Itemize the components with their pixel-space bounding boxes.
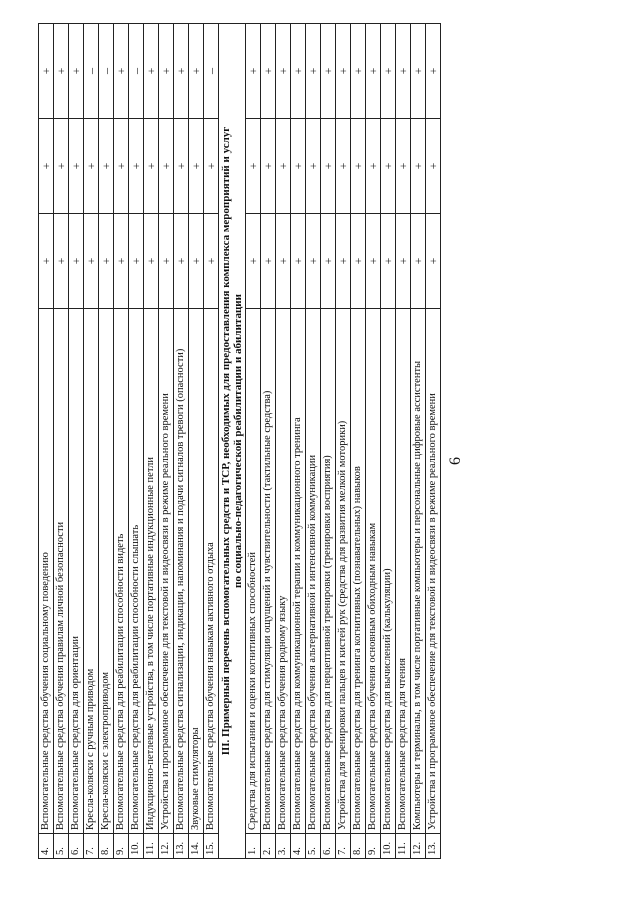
row-number: 11. — [396, 834, 411, 859]
mark-col3: + — [54, 24, 69, 119]
mark-col1: + — [69, 214, 84, 309]
row-number: 12. — [411, 834, 426, 859]
table-row — [246, 24, 261, 859]
mark-col2: + — [69, 119, 84, 214]
table-row — [336, 24, 351, 859]
row-number: 6. — [69, 834, 84, 859]
row-name: Вспомогательные средства для стимуляции ощущений и чувствительности (тактильные средства) — [261, 309, 276, 834]
mark-col3: + — [351, 24, 366, 119]
mark-col1: + — [426, 214, 441, 309]
row-name: Вспомогательные средства для вычислений (калькуляции) — [381, 309, 396, 834]
row-number: 3. — [276, 834, 291, 859]
mark-col2: + — [84, 119, 99, 214]
row-number: 4. — [291, 834, 306, 859]
mark-col3: + — [306, 24, 321, 119]
mark-col3: + — [114, 24, 129, 119]
table-body — [39, 24, 441, 859]
row-name: Вспомогательные средства обучения основным обиходным навыкам — [366, 309, 381, 834]
row-name: Вспомогательные средства для тренинга когнитивных (познавательных) навыков — [351, 309, 366, 834]
row-name: Кресла-коляски с электроприводом — [99, 309, 114, 834]
row-number: 7. — [84, 834, 99, 859]
mark-col1: + — [204, 214, 219, 309]
section-heading — [219, 24, 246, 859]
row-name: Средства для испытания и оценки когнитивных способностей — [246, 309, 261, 834]
row-name: Вспомогательные средства для коммуникационной терапии и коммуникационного тренинга — [291, 309, 306, 834]
mark-col2: + — [306, 119, 321, 214]
mark-col3: + — [261, 24, 276, 119]
mark-col1: + — [396, 214, 411, 309]
row-number: 10. — [129, 834, 144, 859]
row-number: 8. — [351, 834, 366, 859]
mark-col3: + — [189, 24, 204, 119]
mark-col3: + — [39, 24, 54, 119]
table-row — [189, 24, 204, 859]
row-name: Устройства и программное обеспечение для текстовой и видеосвязи в режиме реального времени — [426, 309, 441, 834]
row-number: 4. — [39, 834, 54, 859]
table-row — [261, 24, 276, 859]
row-number: 6. — [321, 834, 336, 859]
row-number: 9. — [114, 834, 129, 859]
mark-col1: + — [321, 214, 336, 309]
row-name: Вспомогательные средства обучения социальному поведению — [39, 309, 54, 834]
row-number: 13. — [426, 834, 441, 859]
table-row — [276, 24, 291, 859]
table-row — [144, 24, 159, 859]
mark-col3: + — [426, 24, 441, 119]
row-number: 12. — [159, 834, 174, 859]
row-number: 7. — [336, 834, 351, 859]
mark-col2: + — [321, 119, 336, 214]
table-row — [321, 24, 336, 859]
mark-col3: + — [69, 24, 84, 119]
mark-col3: – — [129, 24, 144, 119]
mark-col3: + — [396, 24, 411, 119]
mark-col3: – — [204, 24, 219, 119]
mark-col1: + — [144, 214, 159, 309]
mark-col2: + — [396, 119, 411, 214]
table-row — [39, 24, 54, 859]
row-number: 9. — [366, 834, 381, 859]
mark-col1: + — [129, 214, 144, 309]
row-name: Вспомогательные средства обучения родному языку — [276, 309, 291, 834]
mark-col1: + — [174, 214, 189, 309]
mark-col1: + — [351, 214, 366, 309]
mark-col3: + — [291, 24, 306, 119]
mark-col3: + — [411, 24, 426, 119]
table-row — [174, 24, 189, 859]
mark-col2: + — [276, 119, 291, 214]
mark-col2: + — [54, 119, 69, 214]
mark-col1: + — [411, 214, 426, 309]
row-number: 5. — [306, 834, 321, 859]
mark-col3: – — [84, 24, 99, 119]
equipment-table — [38, 23, 441, 859]
row-number: 8. — [99, 834, 114, 859]
mark-col1: + — [291, 214, 306, 309]
table-row — [426, 24, 441, 859]
mark-col2: + — [381, 119, 396, 214]
mark-col3: + — [381, 24, 396, 119]
mark-col2: + — [426, 119, 441, 214]
mark-col1: + — [306, 214, 321, 309]
mark-col1: + — [336, 214, 351, 309]
row-name: Вспомогательные средства для чтения — [396, 309, 411, 834]
row-name: Кресла-коляски с ручным приводом — [84, 309, 99, 834]
mark-col2: + — [351, 119, 366, 214]
mark-col2: + — [174, 119, 189, 214]
mark-col3: + — [366, 24, 381, 119]
row-number: 5. — [54, 834, 69, 859]
row-number: 15. — [204, 834, 219, 859]
mark-col2: + — [261, 119, 276, 214]
row-name: Вспомогательные средства обучения навыкам активного отдыха — [204, 309, 219, 834]
row-name: Вспомогательные средства для реабилитации способности слышать — [129, 309, 144, 834]
row-number: 2. — [261, 834, 276, 859]
table-row — [114, 24, 129, 859]
table-row — [69, 24, 84, 859]
mark-col2: + — [204, 119, 219, 214]
mark-col3: + — [336, 24, 351, 119]
row-name: Индукционно-петлевые устройства, в том числе портативные индукционные петли — [144, 309, 159, 834]
mark-col2: + — [246, 119, 261, 214]
row-number: 14. — [189, 834, 204, 859]
mark-col3: + — [321, 24, 336, 119]
mark-col3: + — [276, 24, 291, 119]
mark-col2: + — [159, 119, 174, 214]
table-row — [366, 24, 381, 859]
row-number: 10. — [381, 834, 396, 859]
mark-col2: + — [411, 119, 426, 214]
row-number: 11. — [144, 834, 159, 859]
mark-col1: + — [54, 214, 69, 309]
table-row — [84, 24, 99, 859]
table-row — [351, 24, 366, 859]
mark-col2: + — [99, 119, 114, 214]
row-name: Вспомогательные средства обучения альтернативной и интенсивной коммуникации — [306, 309, 321, 834]
mark-col1: + — [99, 214, 114, 309]
mark-col3: + — [144, 24, 159, 119]
table-row — [411, 24, 426, 859]
row-name: Вспомогательные средства для перцептивной тренировки (тренировки восприятия) — [321, 309, 336, 834]
row-name: Вспомогательные средства для реабилитации способности видеть — [114, 309, 129, 834]
row-name: Вспомогательные средства обучения правилам личной безопасности — [54, 309, 69, 834]
row-name: Вспомогательные средства сигнализации, индикации, напоминания и подачи сигналов тревоги (опасности) — [174, 309, 189, 834]
table-row — [396, 24, 411, 859]
mark-col2: + — [336, 119, 351, 214]
mark-col1: + — [159, 214, 174, 309]
mark-col1: + — [246, 214, 261, 309]
mark-col3: + — [174, 24, 189, 119]
mark-col2: + — [129, 119, 144, 214]
mark-col1: + — [276, 214, 291, 309]
mark-col1: + — [114, 214, 129, 309]
mark-col2: + — [144, 119, 159, 214]
page-number: 6 — [447, 457, 464, 465]
mark-col3: – — [99, 24, 114, 119]
table-row — [306, 24, 321, 859]
row-number: 13. — [174, 834, 189, 859]
mark-col1: + — [84, 214, 99, 309]
row-name: Звуковые стимуляторы — [189, 309, 204, 834]
table-row — [99, 24, 114, 859]
mark-col1: + — [39, 214, 54, 309]
mark-col2: + — [114, 119, 129, 214]
table-row — [159, 24, 174, 859]
mark-col1: + — [189, 214, 204, 309]
mark-col2: + — [291, 119, 306, 214]
mark-col1: + — [381, 214, 396, 309]
mark-col2: + — [366, 119, 381, 214]
mark-col1: + — [366, 214, 381, 309]
section-header-row — [219, 24, 246, 859]
table-row — [54, 24, 69, 859]
mark-col3: + — [246, 24, 261, 119]
table-row — [381, 24, 396, 859]
row-name: Вспомогательные средства для ориентации — [69, 309, 84, 834]
mark-col1: + — [261, 214, 276, 309]
row-name: Компьютеры и терминалы, в том числе портативные компьютеры и персональные цифровые ассистенты — [411, 309, 426, 834]
table-row — [129, 24, 144, 859]
mark-col3: + — [159, 24, 174, 119]
row-number: 1. — [246, 834, 261, 859]
row-name: Устройства для тренировки пальцев и кистей рук (средства для развития мелкой моторики) — [336, 309, 351, 834]
section-heading-line1: III. Примерный перечень вспомогательных средств и ТСР, необходимых для предоставления комплекса мероприятий и услуг — [220, 126, 232, 756]
mark-col2: + — [189, 119, 204, 214]
mark-col2: + — [39, 119, 54, 214]
table-row — [204, 24, 219, 859]
section-heading-line2: по социально-педагогической реабилитации и абилитации — [232, 294, 244, 588]
row-name: Устройства и программное обеспечение для текстовой и видеосвязи в режиме реального времени — [159, 309, 174, 834]
table-row — [291, 24, 306, 859]
